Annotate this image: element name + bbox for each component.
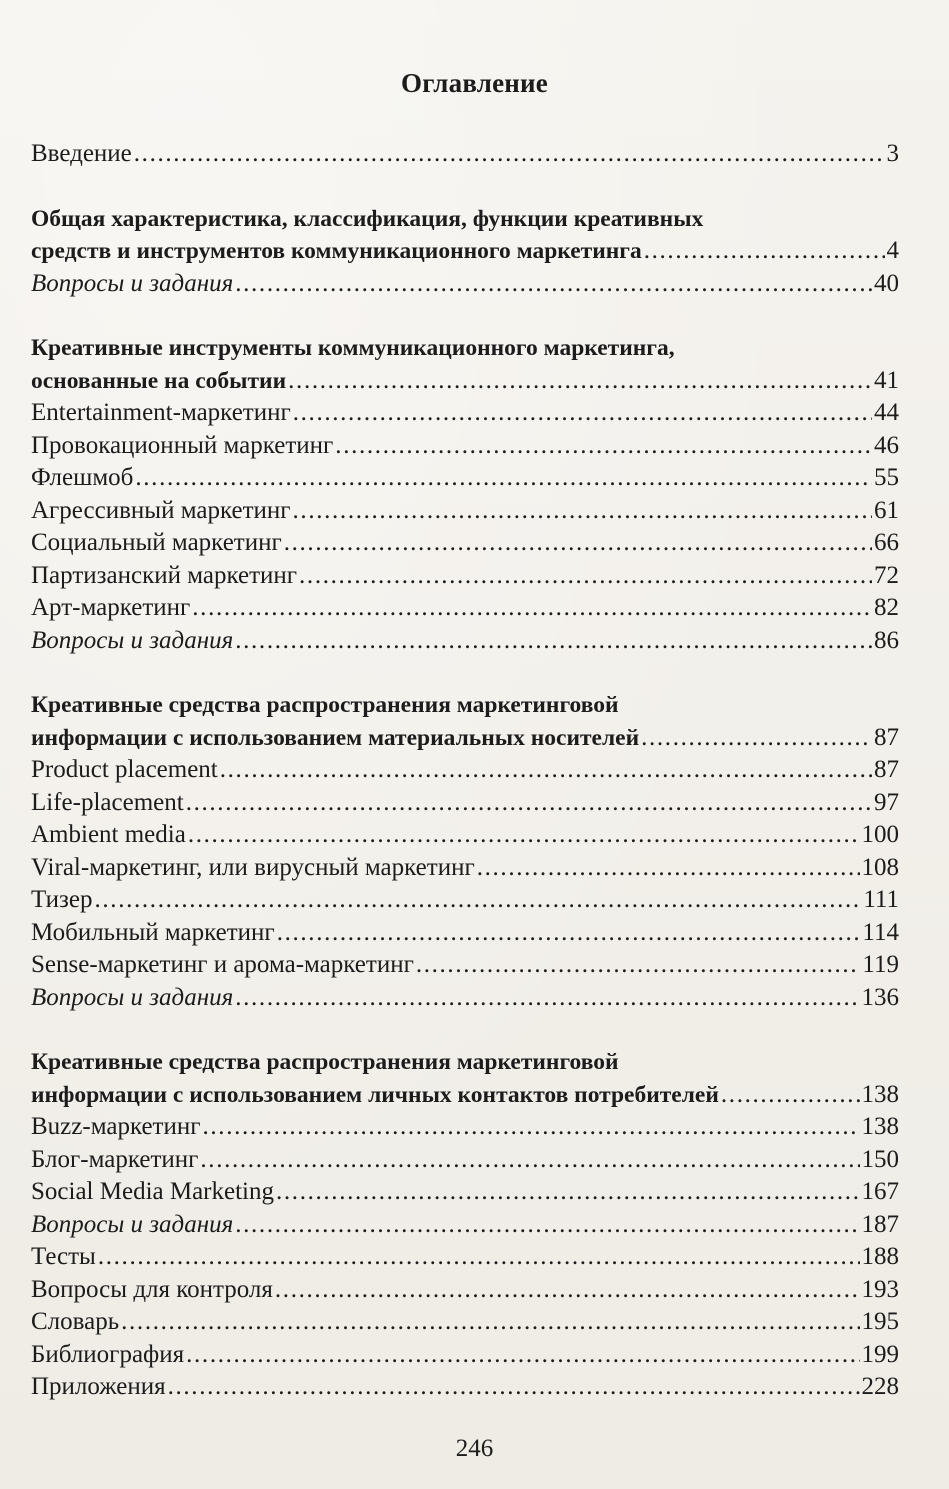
section-heading-line: Креативные инструменты коммуникационного маркетинга,: [31, 335, 675, 361]
dot-leader: [235, 982, 859, 1015]
toc-entry-text: Вопросы и задания: [31, 269, 234, 297]
toc-entry-page: 72: [874, 561, 899, 589]
section-heading-entry: [31, 365, 899, 398]
toc-entry-text: Блог-маркетинг: [31, 1145, 199, 1173]
page-title: Оглавление: [401, 68, 548, 98]
toc-entry: [31, 1241, 899, 1274]
section-heading-text: информации с использованием личных контактов потребителей: [31, 1081, 719, 1108]
toc-entry-page: 228: [861, 1373, 899, 1400]
section-heading-text: основанные на событии: [31, 367, 287, 394]
toc-entry: [31, 982, 899, 1015]
toc-entry-page: 111: [863, 886, 899, 913]
section-heading-page: 41: [874, 366, 899, 394]
dot-leader: [275, 1274, 860, 1307]
toc-entry-text: Флешмоб: [31, 464, 134, 491]
toc-entry-text: Провокационный маркетинг: [31, 431, 334, 459]
dot-leader: [293, 495, 872, 528]
toc-entry-page: 199: [861, 1340, 899, 1368]
section-heading-line: Общая характеристика, классификация, функции креативных: [31, 205, 704, 232]
toc-entry-text: Социальный маркетинг: [31, 529, 282, 556]
toc-entry-page: 108: [861, 853, 899, 881]
toc-entry: [31, 495, 899, 528]
toc-entry: [31, 430, 899, 463]
toc-entry: [31, 1306, 899, 1339]
section-heading-page: 138: [861, 1080, 899, 1108]
toc-entry-page: 61: [874, 496, 899, 524]
dot-leader: [284, 527, 872, 560]
section-gap: [31, 657, 899, 689]
toc-entry-page: 97: [874, 788, 899, 816]
toc-entry: [31, 1111, 899, 1144]
section-heading-line: Креативные средства распространения маркетинговой: [31, 1049, 619, 1075]
toc-entry-text: Партизанский маркетинг: [31, 561, 298, 589]
toc-entry: [31, 268, 899, 301]
dot-leader: [135, 462, 872, 495]
toc-entry: [31, 397, 899, 430]
toc-entry-text: Приложения: [31, 1373, 166, 1400]
dot-leader: [168, 1371, 860, 1404]
toc-entry-text: Sense-маркетинг и арома-маркетинг: [31, 951, 414, 978]
dot-leader: [192, 592, 872, 625]
dot-leader: [95, 884, 862, 917]
section-heading-line: Креативные средства распространения маркетинговой: [31, 692, 619, 718]
toc-entry: [31, 819, 899, 852]
toc-entry-page: 114: [862, 918, 899, 946]
section-heading-text: информации с использованием материальных носителей: [31, 724, 640, 751]
toc-entry-text: Мобильный маркетинг: [31, 918, 275, 946]
toc-entry: [31, 462, 899, 495]
toc-entry-page: 87: [874, 756, 899, 783]
section-heading-text: средств и инструментов коммуникационного маркетинга: [31, 238, 642, 264]
toc-entry: [31, 1144, 899, 1177]
dot-leader: [220, 754, 872, 787]
toc-entry-text: Тесты: [31, 1243, 96, 1270]
dot-leader: [416, 949, 861, 982]
dot-leader: [203, 1111, 860, 1144]
toc-entry-page: 82: [874, 594, 899, 621]
toc-entry-text: Ambient media: [31, 821, 186, 848]
dot-leader: [186, 787, 872, 820]
toc-entry-page: 3: [886, 140, 899, 167]
dot-leader: [134, 138, 885, 171]
dot-leader: [98, 1241, 860, 1274]
toc-entry-text: Product placement: [31, 756, 218, 783]
toc-entry-page: 167: [861, 1178, 899, 1205]
toc-entry: [31, 1371, 899, 1404]
toc-entry-text: Библиография: [31, 1340, 185, 1368]
toc-entry-text: Social Media Marketing: [31, 1178, 274, 1205]
section-heading-entry: [31, 235, 899, 268]
toc-entry-page: 66: [874, 529, 899, 556]
toc-entry-text: Вопросы и задания: [31, 626, 234, 654]
toc-entry-page: 44: [874, 399, 899, 426]
dot-leader: [293, 397, 872, 430]
toc-entry-text: Агрессивный маркетинг: [31, 496, 291, 524]
dot-leader: [235, 268, 872, 301]
toc-entry-page: 46: [874, 431, 899, 459]
toc-entry: [31, 754, 899, 787]
dot-leader: [235, 625, 872, 658]
dot-leader: [335, 430, 872, 463]
dot-leader: [477, 852, 860, 885]
toc-entry-page: 195: [861, 1308, 899, 1335]
toc-entry-page: 150: [861, 1145, 899, 1173]
toc-entry-text: Словарь: [31, 1308, 120, 1335]
toc-entry-page: 40: [874, 269, 899, 297]
toc-entry: [31, 625, 899, 658]
toc-entry-text: Вопросы и задания: [31, 983, 234, 1011]
toc-entry-page: 138: [861, 1113, 899, 1140]
section-gap: [31, 1014, 899, 1046]
toc-entry-page: 119: [862, 951, 899, 978]
toc-entry-text: Buzz-маркетинг: [31, 1113, 201, 1140]
toc-entry: [31, 527, 899, 560]
toc-entry: [31, 1274, 899, 1307]
section-heading-page: 4: [886, 237, 899, 264]
toc-entry-text: Вопросы и задания: [31, 1210, 234, 1238]
toc-entry-text: Арт-маркетинг: [31, 594, 191, 621]
dot-leader: [276, 1176, 860, 1209]
toc-entry-page: 100: [861, 821, 899, 848]
toc-entry-page: 193: [861, 1275, 899, 1303]
dot-leader: [299, 560, 872, 593]
section-heading-entry: [31, 722, 899, 755]
toc-entry-text: Введение: [31, 140, 132, 167]
toc-entry: [31, 884, 899, 917]
dot-leader: [277, 917, 861, 950]
toc-entry-page: 86: [874, 626, 899, 654]
dot-leader: [121, 1306, 859, 1339]
toc-entry: [31, 917, 899, 950]
toc-entry-text: Тизер: [31, 886, 93, 913]
toc-sections: [31, 171, 899, 1404]
toc-entry: [31, 1176, 899, 1209]
section-heading-page: 87: [874, 723, 899, 751]
dot-leader: [721, 1079, 860, 1112]
section-gap: [31, 171, 899, 203]
toc-entry-intro: [31, 138, 899, 171]
toc-entry-page: 188: [861, 1243, 899, 1270]
dot-leader: [235, 1209, 859, 1242]
toc-entry-text: Вопросы для контроля: [31, 1275, 273, 1303]
toc-entry-page: 136: [861, 983, 899, 1011]
toc-entry: [31, 560, 899, 593]
section-gap: [31, 300, 899, 332]
dot-leader: [200, 1144, 859, 1177]
toc-entry: [31, 592, 899, 625]
toc-entry: [31, 949, 899, 982]
dot-leader: [288, 365, 872, 398]
dot-leader: [186, 1339, 859, 1372]
toc-entry-text: Entertainment-маркетинг: [31, 399, 291, 426]
toc-entry: [31, 1209, 899, 1242]
table-of-contents: [31, 138, 899, 1404]
dot-leader: [641, 722, 872, 755]
toc-entry-text: Life-placement: [31, 788, 184, 816]
toc-entry-text: Viral-маркетинг, или вирусный маркетинг: [31, 853, 475, 881]
page-number: 246: [455, 1435, 494, 1462]
toc-entry-page: 187: [861, 1210, 899, 1238]
dot-leader: [644, 235, 885, 268]
toc-entry: [31, 1339, 899, 1372]
section-heading-entry: [31, 1079, 899, 1112]
dot-leader: [188, 819, 860, 852]
toc-entry: [31, 852, 899, 885]
toc-entry-page: 55: [874, 464, 899, 491]
toc-entry: [31, 787, 899, 820]
